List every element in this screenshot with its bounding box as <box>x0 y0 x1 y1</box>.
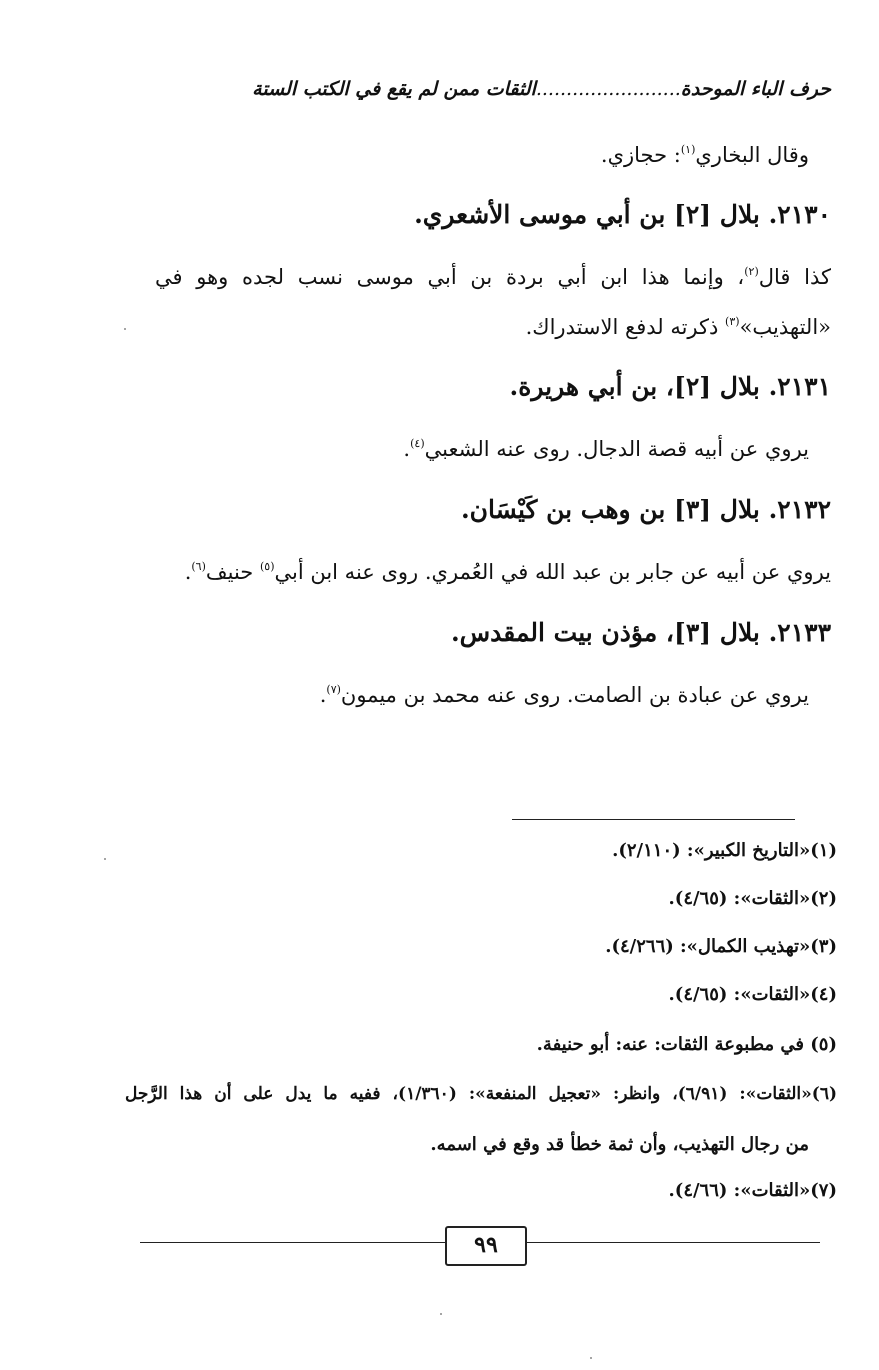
running-head <box>171 78 831 100</box>
entry-number: ٢١٣٢. <box>768 495 831 524</box>
entry-heading-2133 <box>451 618 831 647</box>
entry-text-2130-line2: «التهذيب»$^{(٣)}$ ذكرته لدفع الاستدراك. <box>525 315 831 339</box>
footnote-ref: (٧) <box>326 683 341 696</box>
entry-number: ٢١٣٠. <box>768 200 831 229</box>
entry-heading-2132 <box>461 495 831 524</box>
entry-heading-2130 <box>414 200 831 229</box>
scan-speck <box>440 1313 442 1315</box>
footnote-1: (١)«التاريخ الكبير»: (٢/١١٠). <box>612 840 837 861</box>
entry-number: ٢١٣١. <box>768 372 831 401</box>
footnote-2: (٢)«الثقات»: (٤/٦٥). <box>668 888 837 909</box>
footnote-separator <box>512 819 795 820</box>
scan-speck <box>124 328 126 330</box>
entry-heading-2131 <box>510 372 831 401</box>
scan-speck <box>590 1357 592 1359</box>
page-number: ٩٩ <box>445 1226 527 1266</box>
entry-text-2132: يروي عن أبيه عن جابر بن عبد الله في العُمري. روى عنه ابن أبي$^{(٥)}$ حنيف$^{(٦)}$. <box>184 560 831 584</box>
running-head-dots: ........................ <box>535 78 681 100</box>
footnote-3: (٣)«تهذيب الكمال»: (٤/٢٦٦). <box>605 936 837 957</box>
footnote-6-line1: (٦)«الثقات»: (٦/٩١)، وانظر: «تعجيل المنفعة»: (١/٣٦٠)، ففيه ما يدل على أن هذا الرَّجل <box>125 1084 837 1104</box>
scan-speck <box>104 858 106 860</box>
footnote-4: (٤)«الثقات»: (٤/٦٥). <box>668 984 837 1005</box>
running-head-book: الثقات ممن لم يقع في الكتب الستة <box>252 78 536 100</box>
footer-rule-left <box>140 1242 445 1243</box>
entry-text-2130-line1: كذا قال$^{(٢)}$، وإنما هذا ابن أبي بردة بن أبي موسى نسب لجده وهو في <box>155 265 831 289</box>
entry-title: بلال [٣] بن وهب بن كَيْسَان. <box>460 495 760 524</box>
entry-title: بلال [٢]، بن أبي هريرة. <box>509 372 760 401</box>
footnote-5: (٥) في مطبوعة الثقات: عنه: أبو حنيفة. <box>536 1034 837 1055</box>
entry-title: بلال [٣]، مؤذن بيت المقدس. <box>450 618 760 647</box>
running-head-chapter: حرف الباء الموحدة <box>680 78 831 100</box>
footnote-7: (٧)«الثقات»: (٤/٦٦). <box>668 1180 837 1201</box>
footnote-ref: (١) <box>680 143 696 156</box>
footnote-ref: (٤) <box>410 437 425 450</box>
footnote-6-line2: من رجال التهذيب، وأن ثمة خطأ قد وقع في اسمه. <box>430 1134 809 1155</box>
entry-title: بلال [٢] بن أبي موسى الأشعري. <box>414 200 760 229</box>
entry-number: ٢١٣٣. <box>768 618 831 647</box>
footnote-ref: (٦) <box>191 560 206 573</box>
intro-line: وقال البخاري$^{(١)}$: حجازي. <box>600 143 809 167</box>
footnote-ref: (٥) <box>259 560 275 573</box>
footnote-ref: (٢) <box>744 265 759 278</box>
footer-rule-right <box>523 1242 820 1243</box>
entry-text-2131: يروي عن أبيه قصة الدجال. روى عنه الشعبي$^{(٤)}$. <box>403 437 809 461</box>
entry-text-2133: يروي عن عبادة بن الصامت. روى عنه محمد بن ميمون$^{(٧)}$. <box>319 683 809 707</box>
footnote-ref: (٣) <box>725 315 740 328</box>
